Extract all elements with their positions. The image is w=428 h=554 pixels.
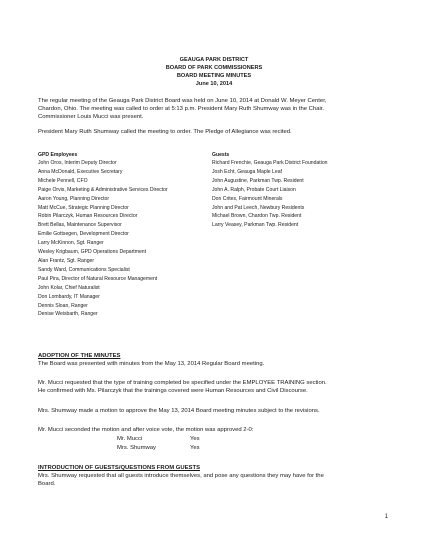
org-name: GEAUGA PARK DISTRICT xyxy=(179,57,249,63)
guest-item: Richard Frenchie, Geauga Park District Foundation xyxy=(212,160,328,166)
guest-item: Don Crites, Fairmount Minerals xyxy=(212,195,283,202)
gpd-employee-item: Wesley Krigbaum, GPD Operations Department xyxy=(38,249,147,256)
gpd-employee-item: Emilie Gottsegen, Development Director xyxy=(38,231,129,238)
training-line-2: He confirmed with Ms. Pilarczyk that the trainings covered were Human Resources and Civil Discourse. xyxy=(38,388,308,395)
gpd-employee-item: Michele Pennell, CFO xyxy=(38,177,88,184)
gpd-employee-item: Brett Bellas, Maintenance Supervisor xyxy=(38,222,122,229)
guests-intro-paragraph xyxy=(38,472,394,488)
guest-item: John A. Ralph, Probate Court Liaison xyxy=(212,186,296,193)
vote-value: Yes xyxy=(190,436,200,442)
intro-line-1: The regular meeting of the Geauga Park District Board was held on June 10, 2014 at Donald W. Meyer Center, xyxy=(38,98,327,104)
guest-item: Larry Veasey, Parkman Twp. Resident xyxy=(212,222,299,229)
guests-list xyxy=(212,159,328,230)
guests-questions-heading: INTRODUCTION OF GUESTS/QUESTIONS FROM GUESTS xyxy=(38,465,200,471)
gpd-employee-item: John Oros, Interim Deputy Director xyxy=(38,160,117,166)
training-line-1: Mr. Mucci requested that the type of training completed be specified under the EMPLOYEE TRAINING section. xyxy=(38,380,327,386)
document-title: BOARD MEETING MINUTES xyxy=(176,73,252,79)
pledge-paragraph: President Mary Ruth Shumway called the meeting to order. The Pledge of Allegiance was recited. xyxy=(38,129,292,135)
guest-item: Josh Echt, Geauga Maple Leaf xyxy=(212,168,282,175)
intro-line-2: Chardon, Ohio. The meeting was called to order at 5:13 p.m. President Mary Ruth Shumway was in the Chair. xyxy=(38,106,325,113)
intro-paragraph xyxy=(38,97,394,122)
vote-value: Yes xyxy=(190,445,200,451)
intro-line-3: Commissioner Louis Mucci was present. xyxy=(38,114,144,121)
gpd-employee-item: Dennis Sloan, Ranger xyxy=(38,302,88,309)
gpd-employee-item: Sandy Ward, Communications Specialist xyxy=(38,266,130,273)
gpd-employee-item: Matt McCue, Strategic Planning Director xyxy=(38,204,129,211)
gpd-employee-item: Robin Pilarczyk, Human Resources Director xyxy=(38,213,138,220)
guest-item: Michael Brown, Chardon Twp. Resident xyxy=(212,213,302,220)
guest-item: John and Pat Leech, Newbury Residents xyxy=(212,204,305,211)
gpd-employee-item: Denise Weisbarth, Ranger xyxy=(38,311,98,318)
gpd-employee-item: Don Lombardy, IT Manager xyxy=(38,293,100,300)
meeting-date: June 10, 2014 xyxy=(195,81,233,87)
gpd-employee-item: Paul Pira, Director of Natural Resource Management xyxy=(38,275,158,282)
adoption-minutes-heading: ADOPTION OF THE MINUTES xyxy=(38,353,121,359)
gpd-employee-item: Anna McDonald, Executive Secretary xyxy=(38,168,123,175)
guests-intro-line-2: Board. xyxy=(38,481,56,488)
page-number: 1 xyxy=(384,514,388,520)
guests-heading: Guests xyxy=(212,152,230,158)
gpd-employees-list xyxy=(38,159,168,319)
gpd-employee-item: Larry McKinnon, Sgt. Ranger xyxy=(38,240,104,247)
minutes-presented-text: The Board was presented with minutes from the May 13, 2014 Regular Board meeting. xyxy=(38,361,265,367)
gpd-employees-heading: GPD Employees xyxy=(38,152,78,158)
motion-paragraph: Mrs. Shumway made a motion to approve the May 13, 2014 Board meeting minutes subject to the revisions. xyxy=(38,408,320,414)
gpd-employee-item: Aaron Young, Planning Director xyxy=(38,195,110,202)
vote-name: Mrs. Shumway xyxy=(117,445,156,451)
board-name: BOARD OF PARK COMMISSIONERS xyxy=(165,65,263,71)
guest-item: John Augustine, Parkman Twp. Resident xyxy=(212,177,304,184)
gpd-employee-item: Alan Frantz, Sgt. Ranger xyxy=(38,257,95,264)
document-header xyxy=(0,56,428,88)
gpd-employee-item: Paige Orvis, Marketing & Administrative Services Director xyxy=(38,186,168,193)
vote-name: Mr. Mucci xyxy=(117,436,143,442)
training-request-paragraph xyxy=(38,379,394,395)
guests-intro-line-1: Mrs. Shumway requested that all guests introduce themselves, and pose any questions they may have for the xyxy=(38,473,324,479)
gpd-employee-item: John Kolar, Chief Naturalist xyxy=(38,284,100,291)
second-paragraph: Mr. Mucci seconded the motion and after voice vote, the motion was approved 2-0: xyxy=(38,427,254,433)
